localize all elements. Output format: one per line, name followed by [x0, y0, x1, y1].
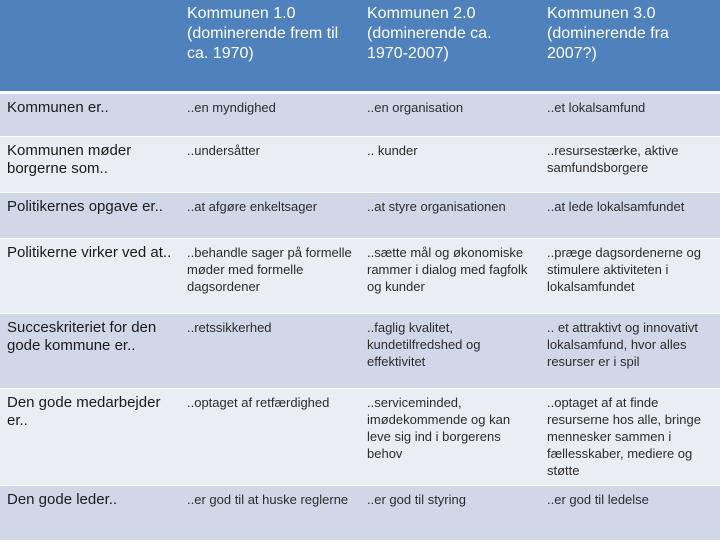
table-cell: ..et lokalsamfund [540, 92, 720, 136]
row-label: Den gode leder.. [0, 485, 180, 540]
table-cell: ..resursestærke, aktive samfundsborgere [540, 136, 720, 192]
header-kommunen-3-0: Kommunen 3.0 (dominerende fra 2007?) [540, 0, 720, 92]
table-cell: ..en organisation [360, 92, 540, 136]
row-label: Kommunen er.. [0, 92, 180, 136]
table-cell: ..præge dagsordenerne og stimulere aktiviteten i lokalsamfundet [540, 238, 720, 313]
header-corner-cell [0, 0, 180, 92]
row-label: Den gode medarbejder er.. [0, 388, 180, 485]
table-row [0, 92, 720, 136]
table-cell: ..at styre organisationen [360, 192, 540, 238]
table-row [0, 313, 720, 388]
row-label: Politikerne virker ved at.. [0, 238, 180, 313]
table-cell: ..undersåtter [180, 136, 360, 192]
row-label: Politikernes opgave er.. [0, 192, 180, 238]
table-cell: ..faglig kvalitet, kundetilfredshed og effektivitet [360, 313, 540, 388]
table-cell: ..optaget af at finde resurserne hos alle, bringe mennesker sammen i fællesskaber, mediere og støtte [540, 388, 720, 485]
table-cell: ..serviceminded, imødekommende og kan leve sig ind i borgerens behov [360, 388, 540, 485]
table-row [0, 485, 720, 540]
table-cell: ..en myndighed [180, 92, 360, 136]
table-cell: ..er god til ledelse [540, 485, 720, 540]
table-cell: ..er god til styring [360, 485, 540, 540]
table-cell: ..sætte mål og økonomiske rammer i dialog med fagfolk og kunder [360, 238, 540, 313]
table-cell: ..at afgøre enkeltsager [180, 192, 360, 238]
table-row [0, 192, 720, 238]
table-cell: ..at lede lokalsamfundet [540, 192, 720, 238]
table-cell: .. kunder [360, 136, 540, 192]
row-label: Kommunen møder borgerne som.. [0, 136, 180, 192]
header-row [0, 0, 720, 92]
table-cell: ..er god til at huske reglerne [180, 485, 360, 540]
table-cell: ..optaget af retfærdighed [180, 388, 360, 485]
table-cell: ..retssikkerhed [180, 313, 360, 388]
table-cell: .. et attraktivt og innovativt lokalsamfund, hvor alles resurser er i spil [540, 313, 720, 388]
table-row [0, 238, 720, 313]
row-label: Succeskriteriet for den gode kommune er.. [0, 313, 180, 388]
header-kommunen-1-0: Kommunen 1.0 (dominerende frem til ca. 1970) [180, 0, 360, 92]
table-row [0, 136, 720, 192]
table-cell: ..behandle sager på formelle møder med formelle dagsordener [180, 238, 360, 313]
table-row [0, 388, 720, 485]
header-kommunen-2-0: Kommunen 2.0 (dominerende ca. 1970-2007) [360, 0, 540, 92]
